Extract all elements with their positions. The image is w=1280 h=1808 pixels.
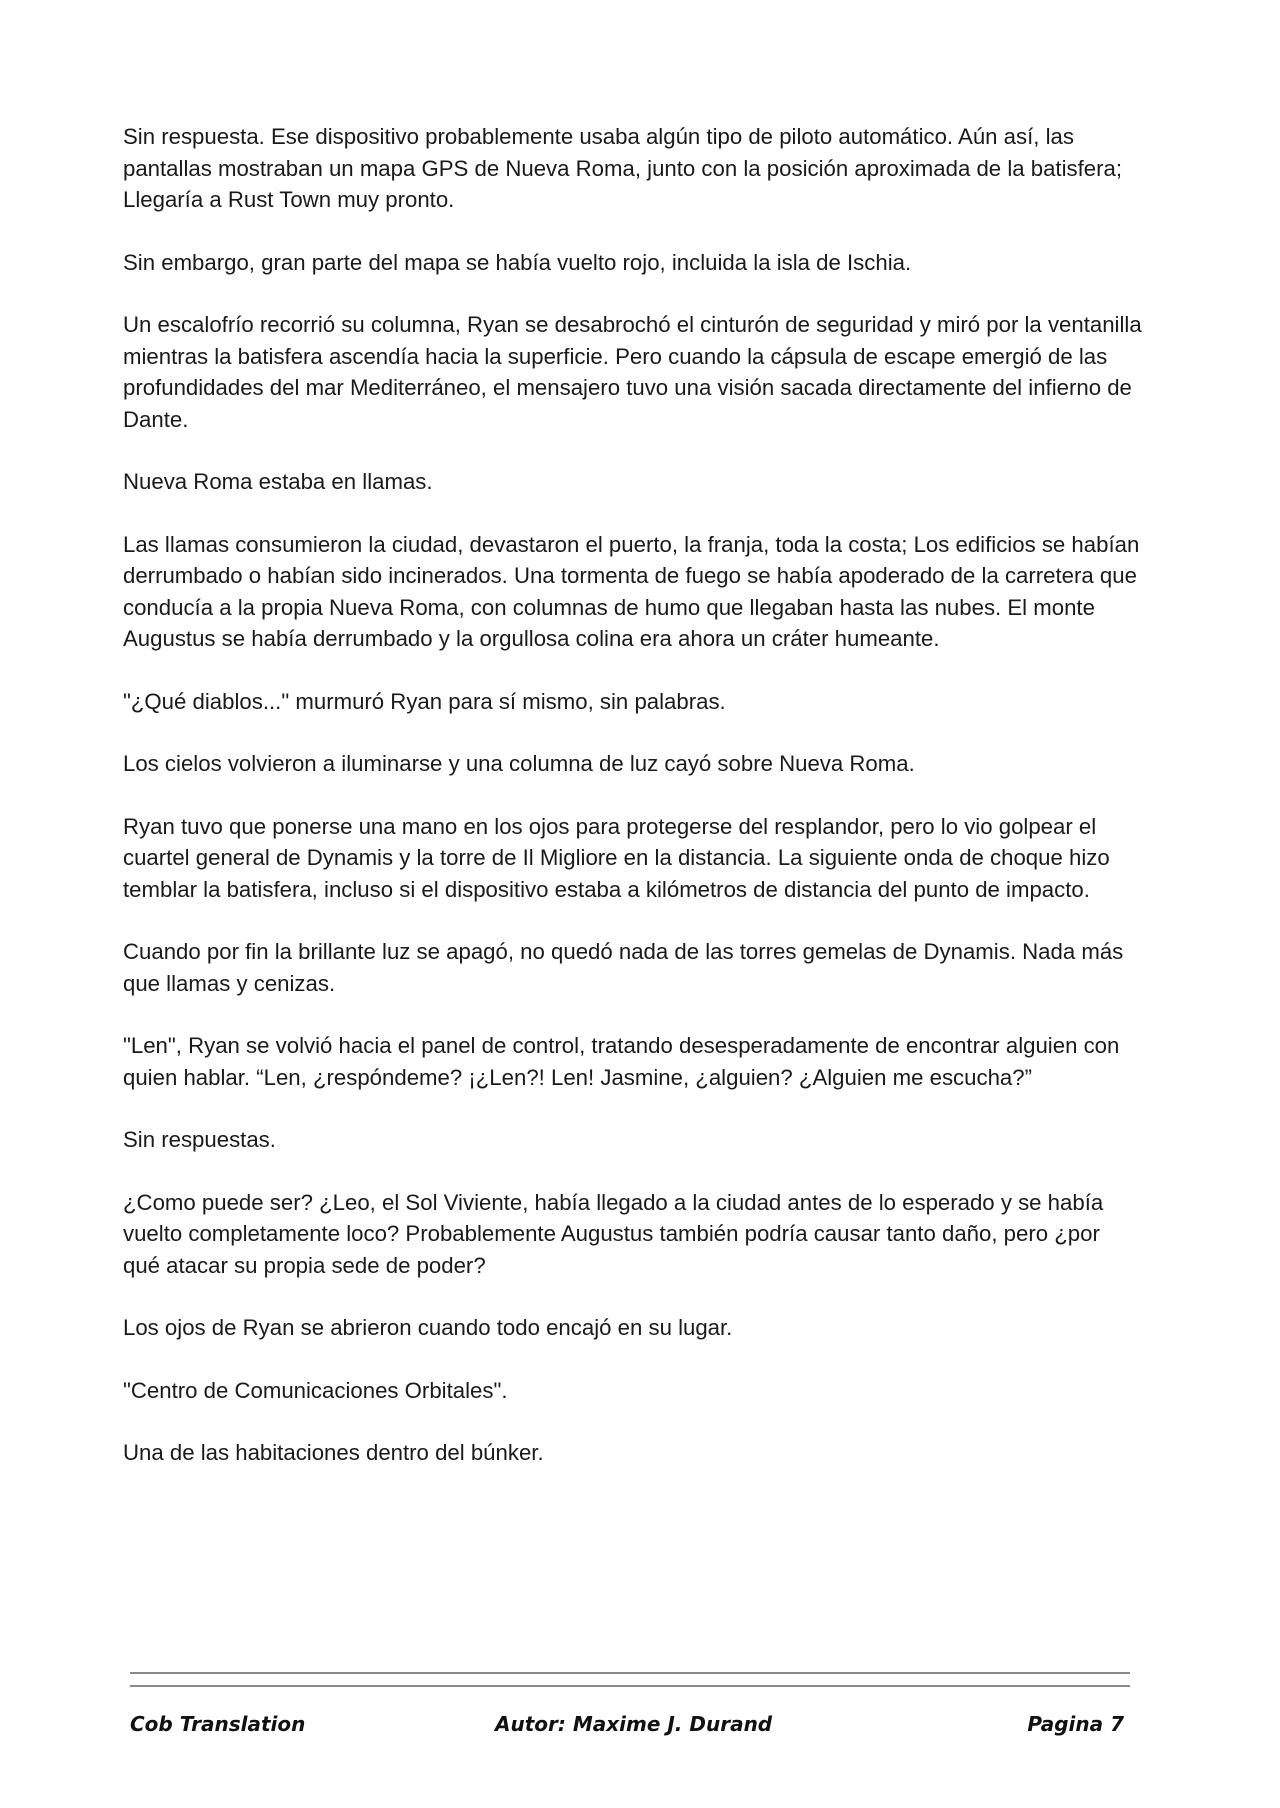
footer-divider <box>130 1672 1130 1698</box>
footer-author: Autor: Maxime J. Durand <box>495 1712 773 1736</box>
page-footer <box>130 1712 1130 1746</box>
footer-rule-bottom <box>130 1685 1130 1687</box>
footer-page-number: Pagina 7 <box>1027 1712 1124 1736</box>
page-body <box>123 121 1143 1500</box>
paragraph: Un escalofrío recorrió su columna, Ryan se desabrochó el cinturón de seguridad y miró por la ventanilla mientras la batisfera ascendía hacia la superficie. Pero cuando la cápsula de escape emergió de las profundidades del mar Mediterráneo, el mensajero tuvo una visión sacada directamente del infierno de Dante. <box>123 312 1142 432</box>
footer-rule-top <box>130 1672 1130 1674</box>
paragraph: ¿Como puede ser? ¿Leo, el Sol Viviente, había llegado a la ciudad antes de lo esperado y se había vuelto completamente loco? Probablemente Augustus también podría causar tanto daño, pero ¿por qué atacar su propia sede de poder? <box>123 1189 1104 1278</box>
paragraph: Sin respuestas. <box>123 1127 276 1152</box>
footer-translator: Cob Translation <box>130 1712 306 1736</box>
paragraph: Sin respuesta. Ese dispositivo probablemente usaba algún tipo de piloto automático. Aún así, las pantallas mostraban un mapa GPS de Nueva Roma, junto con la posición aproximada de la batisfera; Llegaría a Rust Town muy pronto. <box>123 124 1123 212</box>
paragraph: "Centro de Comunicaciones Orbitales". <box>123 1377 508 1403</box>
paragraph: Los ojos de Ryan se abrieron cuando todo encajó en su lugar. <box>123 1315 733 1340</box>
paragraph: "¿Qué diablos..." murmuró Ryan para sí mismo, sin palabras. <box>123 688 726 714</box>
paragraph: "Len", Ryan se volvió hacia el panel de control, tratando desesperadamente de encontrar alguien con quien hablar. “Len, ¿respóndeme? ¡¿Len?! Len! Jasmine, ¿alguien? ¿Alguien me escucha?” <box>123 1033 1120 1090</box>
paragraph: Una de las habitaciones dentro del búnker. <box>123 1440 544 1465</box>
paragraph: Los cielos volvieron a iluminarse y una columna de luz cayó sobre Nueva Roma. <box>123 751 915 776</box>
paragraph: Sin embargo, gran parte del mapa se había vuelto rojo, incluida la isla de Ischia. <box>123 249 912 275</box>
paragraph: Las llamas consumieron la ciudad, devastaron el puerto, la franja, toda la costa; Los edificios se habían derrumbado o habían sido incinerados. Una tormenta de fuego se había apoderado de la carretera que conducía a la propia Nueva Roma, con columnas de humo que llegaban hasta las nubes. El monte Augustus se había derrumbado y la orgullosa colina era ahora un cráter humeante. <box>123 531 1140 651</box>
paragraph: Cuando por fin la brillante luz se apagó, no quedó nada de las torres gemelas de Dynamis. Nada más que llamas y cenizas. <box>123 939 1124 996</box>
paragraph: Ryan tuvo que ponerse una mano en los ojos para protegerse del resplandor, pero lo vio golpear el cuartel general de Dynamis y la torre de Il Migliore en la distancia. La siguiente onda de choque hizo temblar la batisfera, incluso si el dispositivo estaba a kilómetros de distancia del punto de impacto. <box>123 813 1110 902</box>
paragraph: Nueva Roma estaba en llamas. <box>123 469 433 494</box>
